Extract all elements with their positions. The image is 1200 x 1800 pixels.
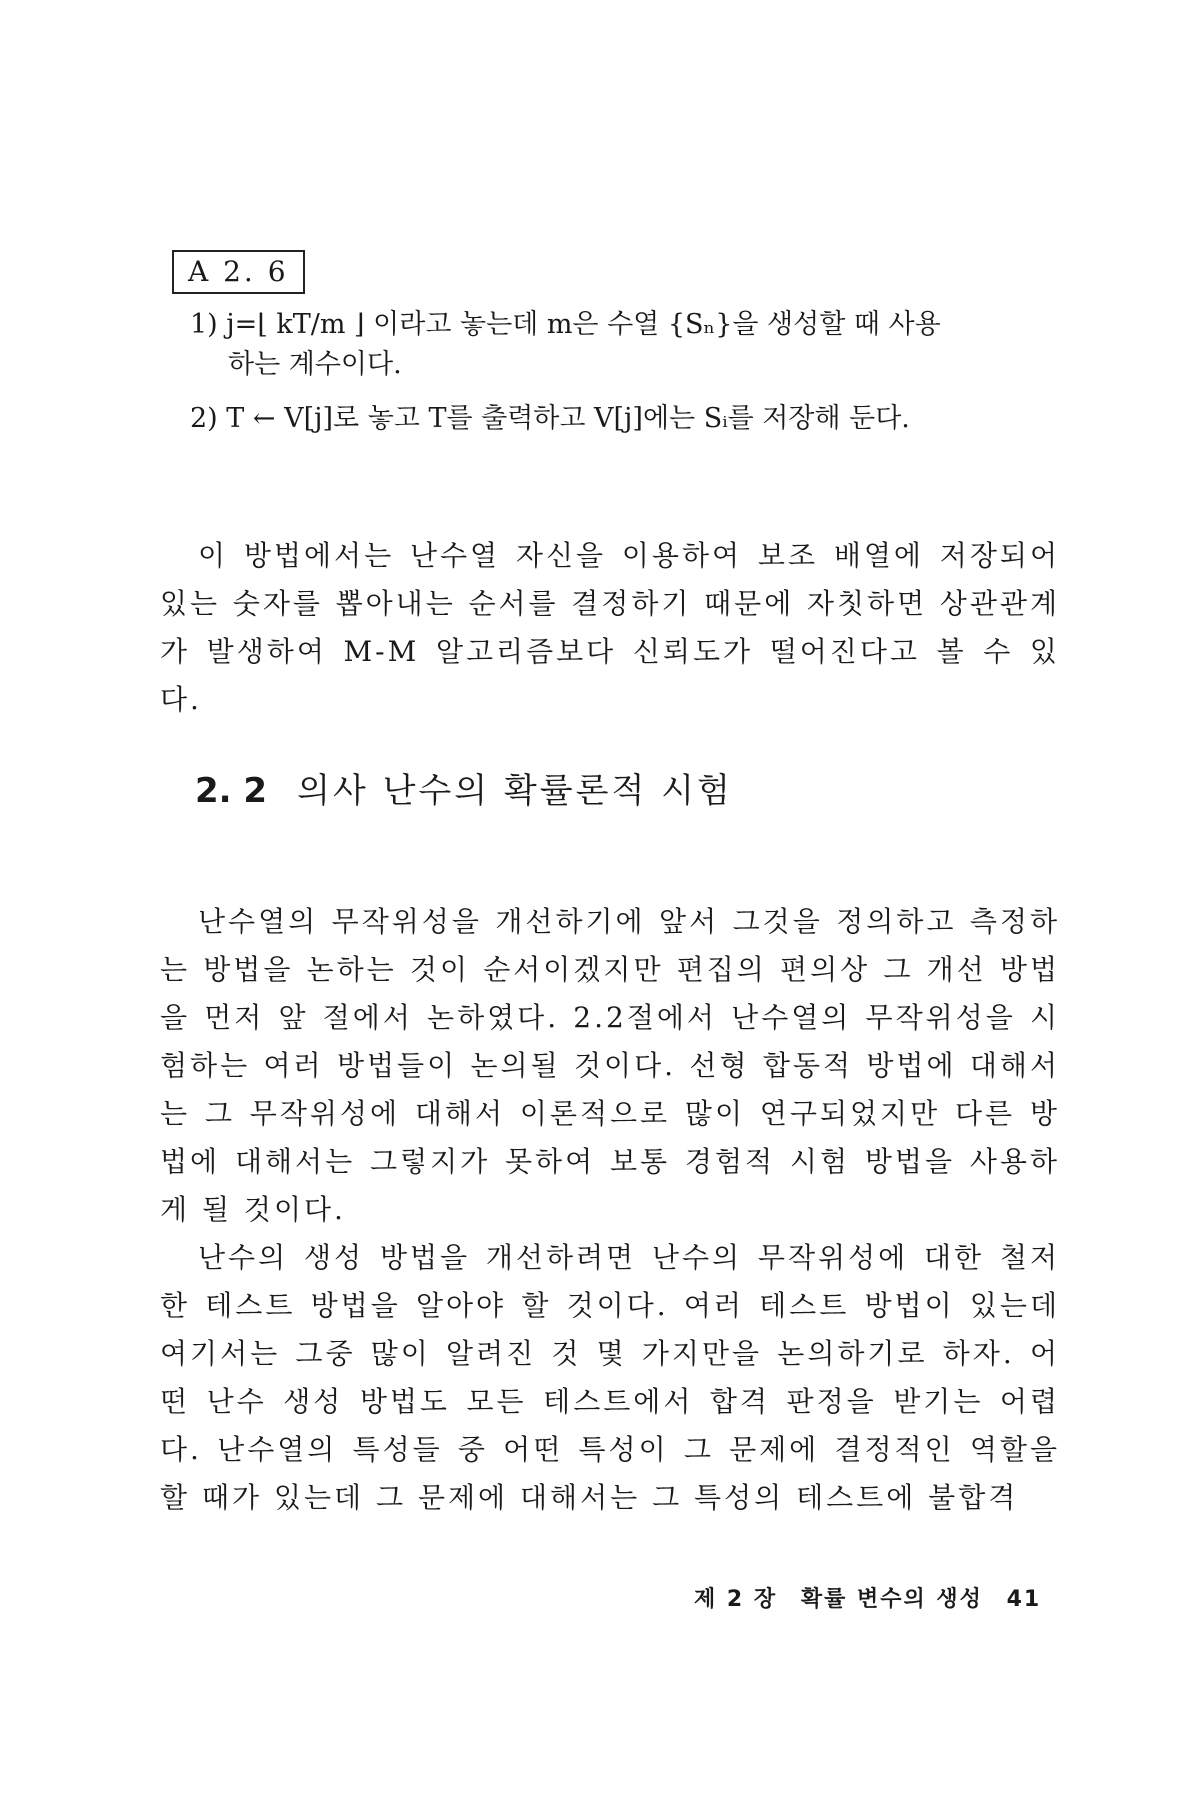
section-title: 의사 난수의 확률론적 시험 (297, 771, 733, 811)
answer-item-2: 2) T ← V[j]로 놓고 T를 출력하고 V[j]에는 Sᵢ를 저장해 둔다. (190, 403, 910, 434)
section-paragraph-2: 난수의 생성 방법을 개선하려면 난수의 무작위성에 대한 철저한 테스트 방법을 알아야 할 것이다. 여러 테스트 방법이 있는데 여기서는 그중 많이 알려진 것 몇 가지만을 논의하기로 하자. 어떤 난수 생성 방법도 모든 테스트에서 합격 판정을 받기는 어렵다. 난수열의 특성들 중 어떤 특성이 그 문제에 결정적인 역할을 할 때가 있는데 그 문제에 대해서는 그 특성의 테스트에 불합격 (160, 1241, 1060, 1514)
answer-paragraph: 이 방법에서는 난수열 자신을 이용하여 보조 배열에 저장되어 있는 숫자를 뽑아내는 순서를 결정하기 때문에 자칫하면 상관관계가 발생하여 M-M 알고리즘보다 신뢰도가 떨어진다고 볼 수 있다. (160, 539, 1060, 716)
section-heading (195, 768, 733, 814)
section-number: 2. 2 (195, 771, 268, 811)
footer-chapter: 제 2 장 (694, 1587, 778, 1612)
answer-item-1-line-1: 1) j=⌊ kT/m ⌋ 이라고 놓는데 m은 수열 {Sₙ}을 생성할 때 사용 (190, 309, 941, 340)
section-paragraph-1: 난수열의 무작위성을 개선하기에 앞서 그것을 정의하고 측정하는 방법을 논하는 것이 순서이겠지만 편집의 편의상 그 개선 방법을 먼저 앞 절에서 논하였다. 2.2절에서 난수열의 무작위성을 시험하는 여러 방법들이 논의될 것이다. 선형 합동적 방법에 대해서는 그 무작위성에 대해서 이론적으로 많이 연구되었지만 다른 방법에 대해서는 그렇지가 못하여 보통 경험적 시험 방법을 사용하게 될 것이다. (160, 905, 1060, 1226)
page-footer (680, 1582, 1041, 1613)
answer-label-box: A 2. 6 (172, 250, 305, 294)
answer-item-1-line-2: 하는 계수이다. (228, 349, 402, 380)
footer-chapter-title: 확률 변수의 생성 (800, 1587, 983, 1612)
page-number: 41 (1006, 1587, 1042, 1612)
